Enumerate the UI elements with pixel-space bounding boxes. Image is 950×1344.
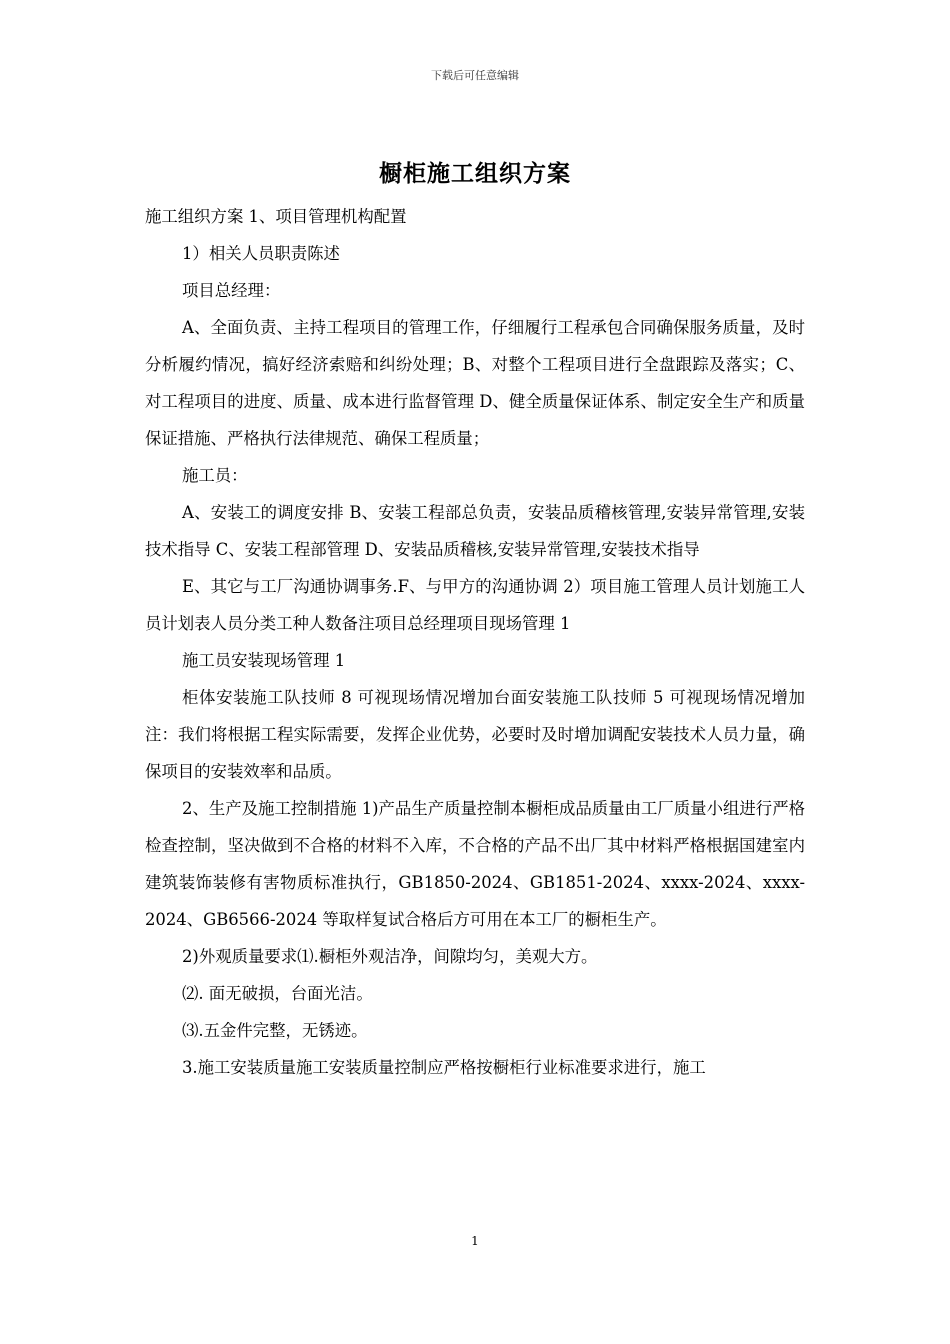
paragraph: 施工组织方案 1、项目管理机构配置 [145, 207, 407, 226]
paragraph: ⑵. 面无破损，台面光洁。 [182, 984, 373, 1003]
paragraph: 3.施工安装质量施工安装质量控制应严格按橱柜行业标准要求进行，施工 [182, 1058, 706, 1077]
header-note: 下载后可任意编辑 [431, 69, 519, 82]
paragraph: 施工员安装现场管理 1 [182, 651, 346, 670]
page-number: 1 [471, 1234, 479, 1248]
paragraph: 2)外观质量要求⑴.橱柜外观洁净，间隙均匀，美观大方。 [182, 947, 598, 966]
paragraph: A、安装工的调度安排 B、安装工程部总负责，安装品质稽核管理,安装异常管理,安装技术指导 C、安装工程部管理 D、安装品质稽核,安装异常管理,安装技术指导 [145, 503, 805, 559]
paragraph: E、其它与工厂沟通协调事务.F、与甲方的沟通协调 2）项目施工管理人员计划施工人员计划表人员分类工种人数备注项目总经理项目现场管理 1 [145, 577, 805, 633]
paragraph: 2、生产及施工控制措施 1)产品生产质量控制本橱柜成品质量由工厂质量小组进行严格检查控制，坚决做到不合格的材料不入库，不合格的产品不出厂其中材料严格根据国建室内建筑装饰装修有害物质标准执行，GB1850-2024、GB1851-2024、xxxx-2024、xxxx-2024、GB6566-2024 等取样复试合格后方可用在本工厂的橱柜生产。 [145, 799, 805, 929]
paragraph: 1）相关人员职责陈述 [182, 244, 340, 263]
paragraph: 施工员： [182, 466, 248, 485]
paragraph: A、全面负责、主持工程项目的管理工作，仔细履行工程承包合同确保服务质量，及时分析履约情况，搞好经济索赔和纠纷处理；B、对整个工程项目进行全盘跟踪及落实；C、对工程项目的进度、质量、成本进行监督管理 D、健全质量保证体系、制定安全生产和质量保证措施、严格执行法律规范、确保工程质量； [145, 318, 805, 448]
paragraph: ⑶.五金件完整，无锈迹。 [182, 1021, 368, 1040]
document-title: 橱柜施工组织方案 [379, 161, 571, 187]
paragraph: 柜体安装施工队技师 8 可视现场情况增加台面安装施工队技师 5 可视现场情况增加注：我们将根据工程实际需要，发挥企业优势，必要时及时增加调配安装技术人员力量，确保项目的安装效率和品质。 [145, 688, 805, 781]
document-body [145, 198, 805, 1086]
paragraph: 项目总经理： [182, 281, 281, 300]
